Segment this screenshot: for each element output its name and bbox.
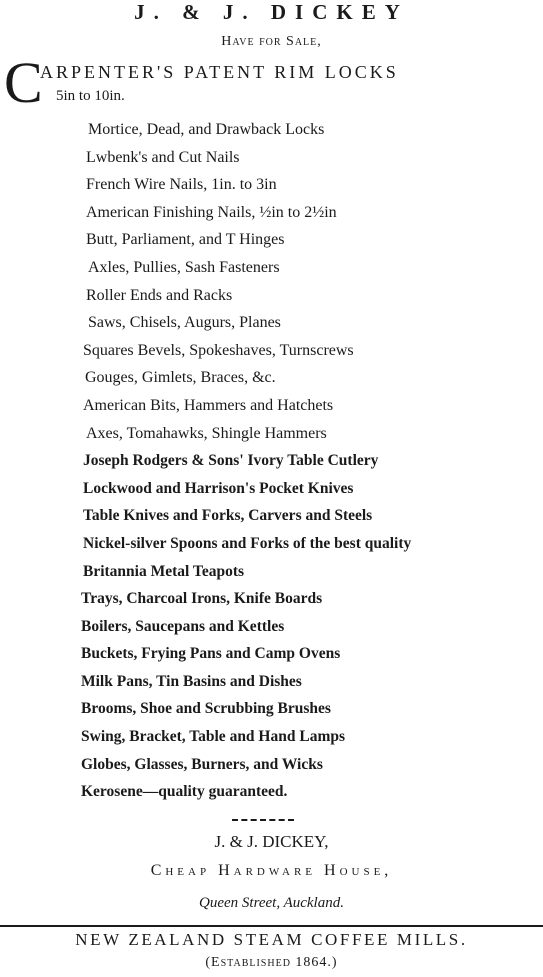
list-item: Squares Bevels, Spokeshaves, Turnscrews	[83, 341, 354, 359]
lead-item-size: 5in to 10in.	[56, 88, 125, 104]
list-item: Swing, Bracket, Table and Hand Lamps	[81, 728, 346, 746]
list-item: Joseph Rodgers & Sons' Ivory Table Cutlery	[83, 452, 379, 470]
have-for-sale-heading: Have for Sale,	[221, 34, 322, 49]
column-divider	[0, 925, 543, 927]
list-item: French Wire Nails, 1in. to 3in	[86, 176, 277, 194]
list-item: American Bits, Hammers and Hatchets	[83, 396, 334, 414]
list-item: Britannia Metal Teapots	[83, 562, 245, 580]
list-item: Mortice, Dead, and Drawback Locks	[88, 121, 325, 138]
list-item: Axles, Pullies, Sash Fasteners	[88, 258, 280, 276]
next-advert-subtitle: (Established 1864.)	[205, 955, 338, 970]
list-item: Gouges, Gimlets, Braces, &c.	[85, 369, 276, 387]
list-item: Boilers, Saucepans and Kettles	[81, 617, 285, 635]
lead-item-heading: ARPENTER'S PATENT RIM LOCKS	[40, 62, 399, 82]
list-item: Roller Ends and Racks	[86, 286, 233, 304]
list-item: Lockwood and Harrison's Pocket Knives	[83, 479, 354, 497]
list-item: Buckets, Frying Pans and Camp Ovens	[81, 645, 341, 663]
list-item: Butt, Parliament, and T Hinges	[86, 231, 285, 249]
footer-firm-name: J. & J. DICKEY,	[214, 832, 329, 851]
list-item: Trays, Charcoal Irons, Knife Boards	[81, 590, 323, 608]
list-item: Nickel-silver Spoons and Forks of the best quality	[83, 534, 412, 552]
short-divider	[232, 819, 294, 821]
list-item: Lwbenk's and Cut Nails	[86, 148, 240, 166]
list-item: Kerosene—quality guaranteed.	[81, 783, 288, 801]
footer-house-name: Cheap Hardware House,	[150, 862, 393, 879]
drop-cap-initial: C	[4, 50, 43, 115]
list-item: Milk Pans, Tin Basins and Dishes	[81, 672, 302, 690]
footer-address: Queen Street, Auckland.	[199, 895, 344, 911]
list-item: American Finishing Nails, ½in to 2½in	[86, 203, 337, 221]
list-item: Globes, Glasses, Burners, and Wicks	[81, 755, 323, 773]
list-item: Brooms, Shoe and Scrubbing Brushes	[81, 700, 331, 718]
list-item: Table Knives and Forks, Carvers and Steels	[83, 507, 373, 525]
goods-list	[0, 116, 543, 806]
list-item: Axes, Tomahawks, Shingle Hammers	[86, 424, 327, 442]
firm-title: J. & J. DICKEY	[134, 0, 409, 24]
next-advert-title: NEW ZEALAND STEAM COFFEE MILLS.	[75, 930, 468, 949]
list-item: Saws, Chisels, Augurs, Planes	[88, 314, 281, 332]
